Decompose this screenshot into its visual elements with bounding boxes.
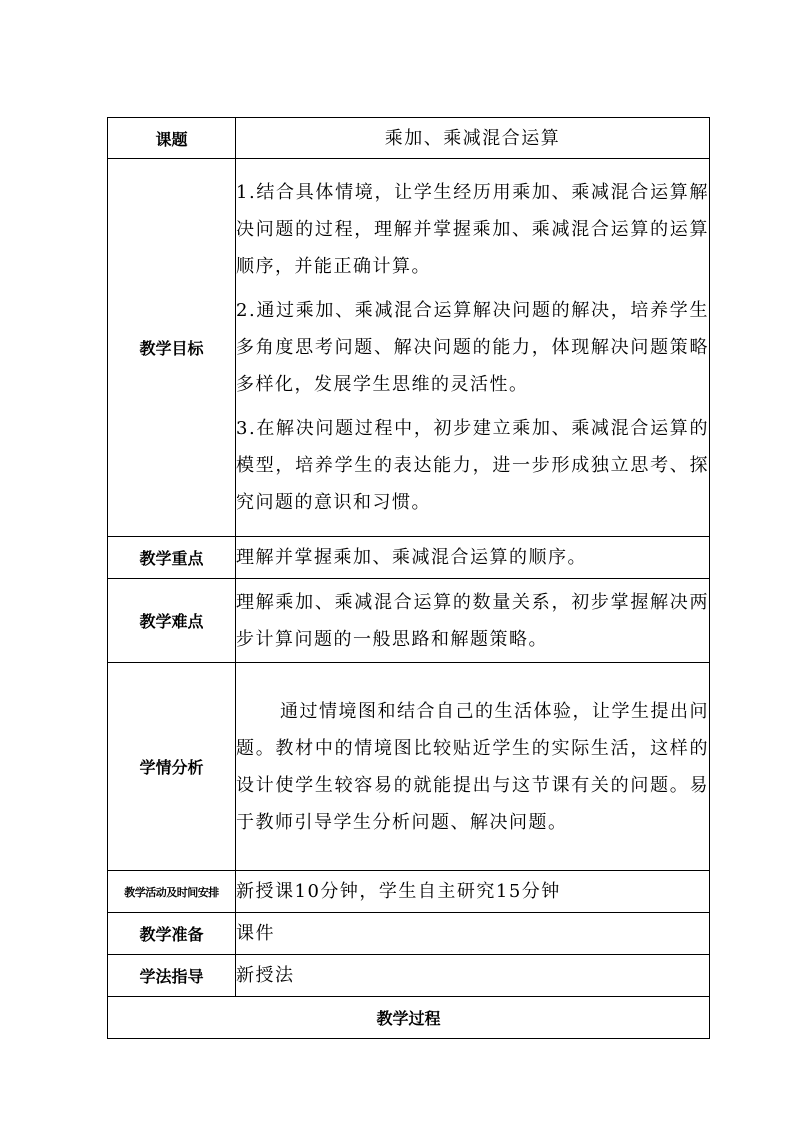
objective-item-1: 1.结合具体情境，让学生经历用乘加、乘减混合运算解决问题的过程，理解并掌握乘加、乘减混合运算的运算顺序，并能正确计算。: [236, 182, 709, 277]
row-difficulties: [108, 579, 710, 663]
objective-item-3: 3.在解决问题过程中，初步建立乘加、乘减混合运算的模型，培养学生的表达能力，进一步形成独立思考、探究问题的意识和习惯。: [236, 418, 709, 513]
student-analysis-label: 学情分析: [108, 663, 236, 871]
activity-time-value: 新授课10分钟，学生自主研究15分钟: [236, 871, 710, 913]
activity-time-label: 教学活动及时间安排: [108, 871, 236, 913]
topic-label: 课题: [108, 118, 236, 159]
method-label: 学法指导: [108, 955, 236, 997]
difficulties-label: 教学难点: [108, 579, 236, 663]
student-analysis-text: 通过情境图和结合自己的生活体验，让学生提出问题。教材中的情境图比较贴近学生的实际生活，这样的设计使学生较容易的就能提出与这节课有关的问题。易于教师引导学生分析问题、解决问题。: [236, 700, 709, 833]
row-preparation: [108, 913, 710, 955]
difficulties-value: 理解乘加、乘减混合运算的数量关系，初步掌握解决两步计算问题的一般思路和解题策略。: [236, 579, 710, 663]
process-heading: 教学过程: [108, 997, 710, 1039]
row-process: [108, 997, 710, 1039]
key-points-value: 理解并掌握乘加、乘减混合运算的顺序。: [236, 537, 710, 579]
row-method: [108, 955, 710, 997]
row-student-analysis: [108, 663, 710, 871]
lesson-plan-table: [107, 117, 710, 1039]
objectives-cell: [236, 159, 710, 537]
student-analysis-value: [236, 663, 710, 871]
row-key-points: [108, 537, 710, 579]
row-activity-time: [108, 871, 710, 913]
preparation-label: 教学准备: [108, 913, 236, 955]
objective-item-2: 2.通过乘加、乘减混合运算解决问题的解决，培养学生多角度思考问题、解决问题的能力，体现解决问题策略多样化，发展学生思维的灵活性。: [236, 300, 709, 395]
preparation-value: 课件: [236, 913, 710, 955]
objectives-label: 教学目标: [108, 159, 236, 537]
method-value: 新授法: [236, 955, 710, 997]
topic-value: 乘加、乘减混合运算: [236, 118, 710, 159]
row-topic: [108, 118, 710, 159]
row-objectives: [108, 159, 710, 537]
key-points-label: 教学重点: [108, 537, 236, 579]
